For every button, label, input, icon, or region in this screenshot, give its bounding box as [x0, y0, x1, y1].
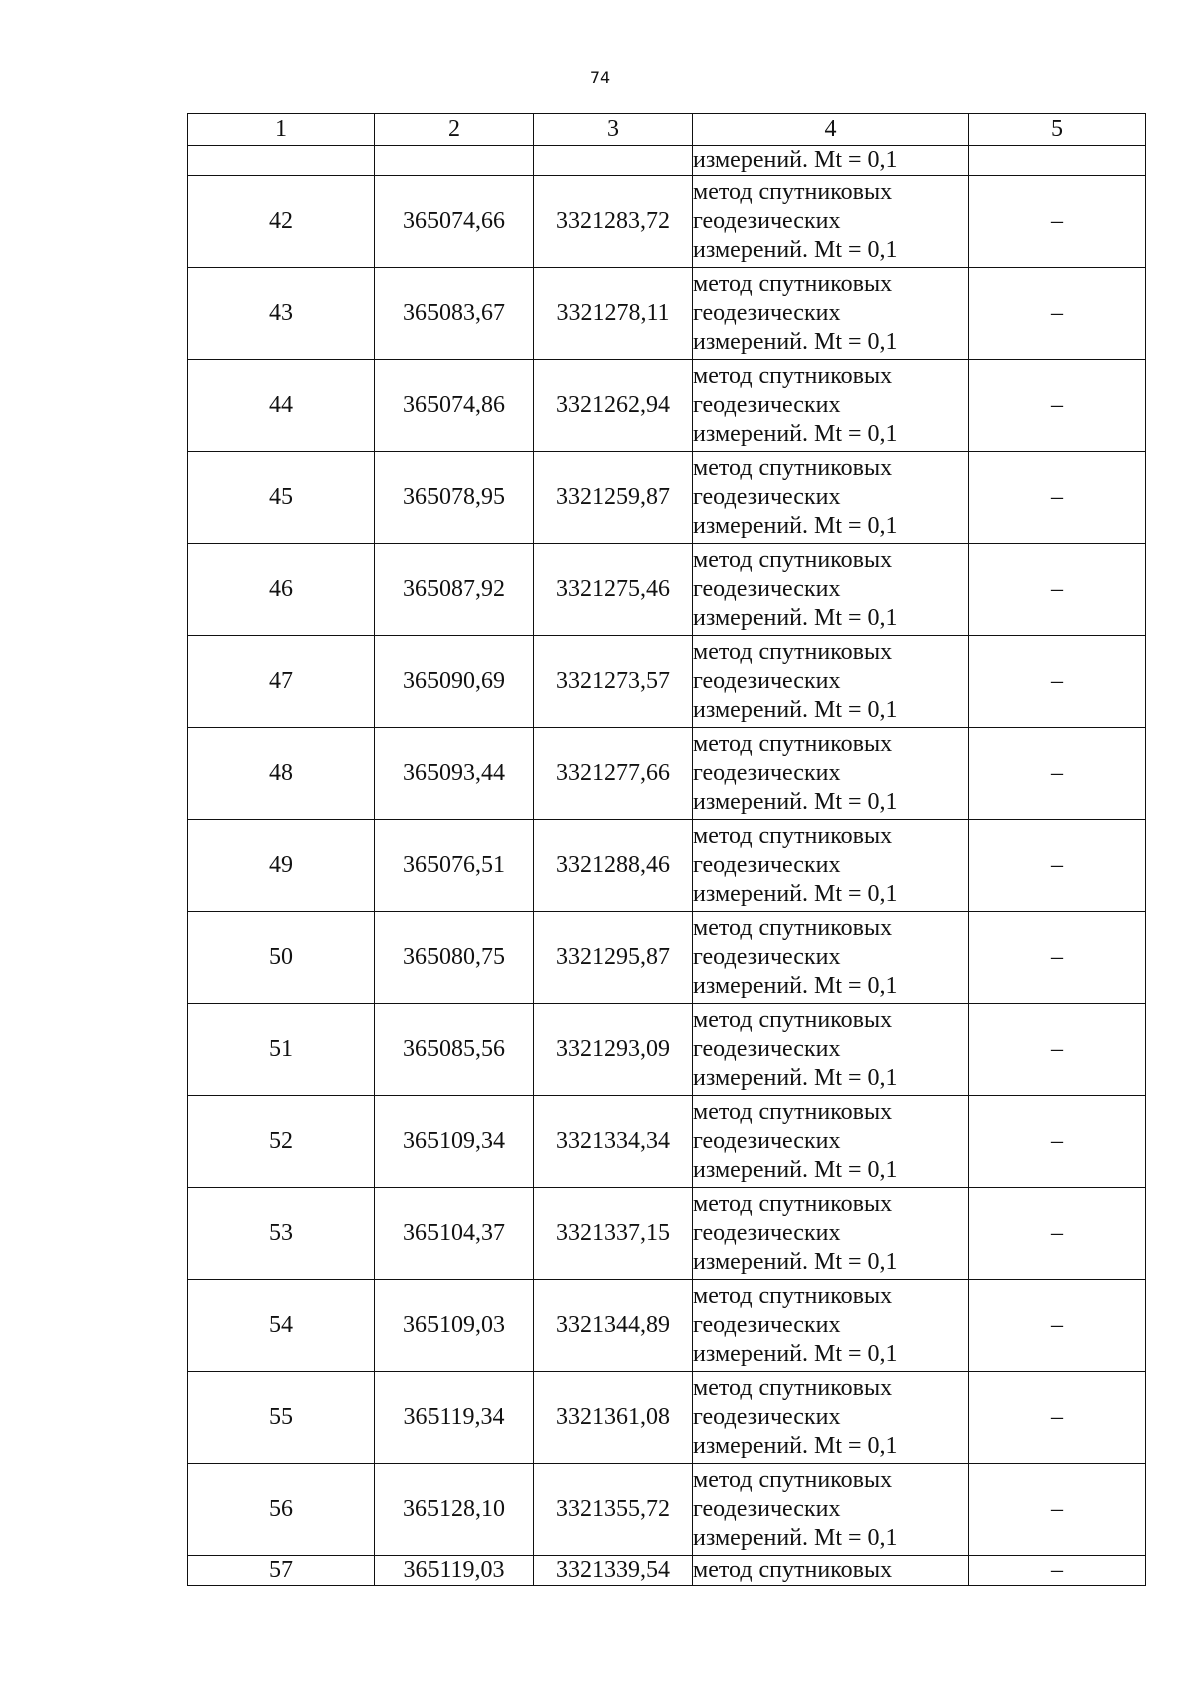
method-cell: [693, 820, 969, 912]
coordinates-table: [187, 113, 1146, 1586]
table-row: [188, 268, 1146, 360]
method-text-line: метод спутниковых: [693, 179, 893, 205]
coordinate-x: 365128,10: [375, 1464, 534, 1556]
table-row: [188, 1280, 1146, 1372]
note-cell: –: [969, 1188, 1146, 1280]
note-cell: –: [969, 1004, 1146, 1096]
method-text-line: геодезических: [693, 760, 841, 786]
method-text-line: измерений. Mt = 0,1: [693, 237, 898, 263]
method-text-line: метод спутниковых: [693, 1007, 893, 1033]
point-number: 45: [188, 452, 375, 544]
method-text-line: геодезических: [693, 1128, 841, 1154]
note-cell: –: [969, 176, 1146, 268]
note-cell: –: [969, 1096, 1146, 1188]
method-text-line: метод спутниковых: [693, 1283, 893, 1309]
method-text-line: метод спутниковых: [693, 363, 893, 389]
method-text-line: метод спутниковых: [693, 1099, 893, 1125]
method-text-line: метод спутниковых: [693, 823, 893, 849]
method-cell: [693, 1372, 969, 1464]
column-header-3: 3: [534, 114, 693, 146]
coordinate-y: 3321259,87: [534, 452, 693, 544]
coordinate-y: [534, 146, 693, 176]
note-cell: –: [969, 820, 1146, 912]
point-number: 50: [188, 912, 375, 1004]
table-row: [188, 1372, 1146, 1464]
coordinate-x: 365078,95: [375, 452, 534, 544]
method-cell: [693, 728, 969, 820]
method-text-line: измерений. Mt = 0,1: [693, 1525, 898, 1551]
coordinate-x: 365085,56: [375, 1004, 534, 1096]
method-text-line: геодезических: [693, 484, 841, 510]
method-cell: [693, 1096, 969, 1188]
column-header-1: 1: [188, 114, 375, 146]
coordinate-x: 365093,44: [375, 728, 534, 820]
note-cell: –: [969, 1372, 1146, 1464]
method-text-line: геодезических: [693, 1496, 841, 1522]
coordinate-x: 365119,03: [375, 1556, 534, 1586]
method-text-line: геодезических: [693, 1220, 841, 1246]
method-text-line: измерений. Mt = 0,1: [693, 513, 898, 539]
table-row: [188, 636, 1146, 728]
method-text-line: измерений. Mt = 0,1: [693, 697, 898, 723]
method-cell: [693, 452, 969, 544]
coordinate-x: 365090,69: [375, 636, 534, 728]
method-text-line: метод спутниковых: [693, 271, 893, 297]
method-cell: [693, 544, 969, 636]
method-text-line: метод спутниковых: [693, 731, 893, 757]
note-cell: –: [969, 636, 1146, 728]
method-cell: измерений. Mt = 0,1: [693, 146, 969, 176]
method-text-line: измерений. Mt = 0,1: [693, 973, 898, 999]
point-number: 57: [188, 1556, 375, 1586]
method-text-line: измерений. Mt = 0,1: [693, 789, 898, 815]
coordinate-x: 365076,51: [375, 820, 534, 912]
page-number: 74: [589, 68, 611, 87]
method-cell: [693, 636, 969, 728]
point-number: 56: [188, 1464, 375, 1556]
method-cell: [693, 360, 969, 452]
coordinate-y: 3321337,15: [534, 1188, 693, 1280]
table-header-row: [188, 114, 1146, 146]
coordinate-x: 365109,03: [375, 1280, 534, 1372]
coordinate-x: 365080,75: [375, 912, 534, 1004]
table-row: [188, 360, 1146, 452]
point-number: 42: [188, 176, 375, 268]
coordinate-x: 365104,37: [375, 1188, 534, 1280]
method-cell: [693, 268, 969, 360]
method-cell: [693, 1004, 969, 1096]
method-text-line: метод спутниковых: [693, 1375, 893, 1401]
coordinate-y: 3321273,57: [534, 636, 693, 728]
table-row: [188, 452, 1146, 544]
method-text-line: измерений. Mt = 0,1: [693, 1157, 898, 1183]
point-number: 43: [188, 268, 375, 360]
coordinate-x: 365119,34: [375, 1372, 534, 1464]
coordinate-x: 365074,86: [375, 360, 534, 452]
coordinate-y: 3321295,87: [534, 912, 693, 1004]
table-row: [188, 912, 1146, 1004]
table-row: [188, 176, 1146, 268]
coordinate-y: 3321355,72: [534, 1464, 693, 1556]
method-text-line: измерений. Mt = 0,1: [693, 421, 898, 447]
method-text-line: геодезических: [693, 944, 841, 970]
table-row: [188, 728, 1146, 820]
coordinate-y: 3321262,94: [534, 360, 693, 452]
table-row-last: [188, 1556, 1146, 1586]
note-cell: –: [969, 912, 1146, 1004]
note-cell: –: [969, 728, 1146, 820]
method-text-line: измерений. Mt = 0,1: [693, 1065, 898, 1091]
point-number: 53: [188, 1188, 375, 1280]
table-row: [188, 1188, 1146, 1280]
point-number: 46: [188, 544, 375, 636]
coordinate-y: 3321283,72: [534, 176, 693, 268]
note-cell: –: [969, 452, 1146, 544]
method-text-line: измерений. Mt = 0,1: [693, 881, 898, 907]
point-number: 47: [188, 636, 375, 728]
coordinate-x: 365087,92: [375, 544, 534, 636]
method-cell: [693, 1280, 969, 1372]
table-row: [188, 1004, 1146, 1096]
note-cell: –: [969, 1556, 1146, 1586]
method-cell: [693, 1464, 969, 1556]
note-cell: –: [969, 1280, 1146, 1372]
table-row-continued: [188, 146, 1146, 176]
column-header-5: 5: [969, 114, 1146, 146]
column-header-2: 2: [375, 114, 534, 146]
point-number: 49: [188, 820, 375, 912]
point-number: [188, 146, 375, 176]
note-cell: –: [969, 1464, 1146, 1556]
method-cell: [693, 1188, 969, 1280]
coordinate-y: 3321278,11: [534, 268, 693, 360]
method-text-line: метод спутниковых: [693, 547, 893, 573]
coordinate-y: 3321334,34: [534, 1096, 693, 1188]
point-number: 54: [188, 1280, 375, 1372]
method-text-line: геодезических: [693, 576, 841, 602]
point-number: 55: [188, 1372, 375, 1464]
table-row: [188, 820, 1146, 912]
method-text-line: метод спутниковых: [693, 639, 893, 665]
coordinate-y: 3321277,66: [534, 728, 693, 820]
method-text-line: геодезических: [693, 1312, 841, 1338]
coordinate-x: 365074,66: [375, 176, 534, 268]
table-body: [188, 146, 1146, 1586]
method-text-line: геодезических: [693, 208, 841, 234]
table-row: [188, 544, 1146, 636]
method-text-line: геодезических: [693, 1404, 841, 1430]
method-cell: [693, 176, 969, 268]
method-cell: [693, 912, 969, 1004]
method-text-line: измерений. Mt = 0,1: [693, 605, 898, 631]
method-text-line: геодезических: [693, 300, 841, 326]
point-number: 44: [188, 360, 375, 452]
method-text-line: измерений. Mt = 0,1: [693, 1341, 898, 1367]
coordinate-x: 365109,34: [375, 1096, 534, 1188]
point-number: 52: [188, 1096, 375, 1188]
note-cell: –: [969, 268, 1146, 360]
coordinate-y: 3321288,46: [534, 820, 693, 912]
method-text-line: измерений. Mt = 0,1: [693, 1249, 898, 1275]
table-row: [188, 1096, 1146, 1188]
note-cell: [969, 146, 1146, 176]
note-cell: –: [969, 360, 1146, 452]
point-number: 48: [188, 728, 375, 820]
coordinate-y: 3321361,08: [534, 1372, 693, 1464]
coordinate-y: 3321339,54: [534, 1556, 693, 1586]
method-text-line: геодезических: [693, 392, 841, 418]
coordinate-y: 3321293,09: [534, 1004, 693, 1096]
column-header-4: 4: [693, 114, 969, 146]
method-text-line: измерений. Mt = 0,1: [693, 329, 898, 355]
note-cell: –: [969, 544, 1146, 636]
method-text-line: метод спутниковых: [693, 1467, 893, 1493]
method-text-line: геодезических: [693, 852, 841, 878]
method-text-line: измерений. Mt = 0,1: [693, 1433, 898, 1459]
coordinate-y: 3321344,89: [534, 1280, 693, 1372]
method-text-line: метод спутниковых: [693, 455, 893, 481]
coordinate-y: 3321275,46: [534, 544, 693, 636]
method-text-line: метод спутниковых: [693, 915, 893, 941]
point-number: 51: [188, 1004, 375, 1096]
coordinate-x: 365083,67: [375, 268, 534, 360]
method-text-line: геодезических: [693, 1036, 841, 1062]
method-text-line: геодезических: [693, 668, 841, 694]
coordinate-x: [375, 146, 534, 176]
method-cell: метод спутниковых: [693, 1556, 969, 1586]
table-row: [188, 1464, 1146, 1556]
method-text-line: метод спутниковых: [693, 1191, 893, 1217]
